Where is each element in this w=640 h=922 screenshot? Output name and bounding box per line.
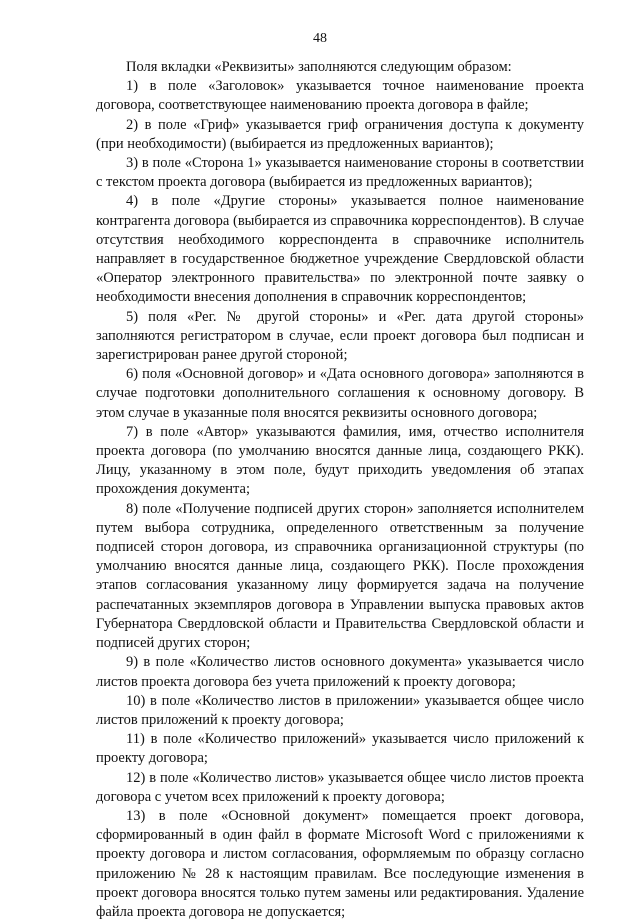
list-item-12: 12) в поле «Количество листов» указывается общее число листов проекта договора с учетом всех приложений к проекту договора; (96, 769, 584, 805)
list-item-10: 10) в поле «Количество листов в приложении» указывается общее число листов приложений к проекту договора; (96, 692, 584, 728)
list-item-4: 4) в поле «Другие стороны» указывается полное наименование контрагента договора (выбирается из справочника корреспондентов). В случае отсутствия необходимого корреспондента в справочнике исполнитель направляет в государственное бюджетное учреждение Свердловской области «Оператор электронного правительства» по электронной почте заявку о необходимости внесения дополнения в справочник корреспондентов; (96, 193, 584, 306)
list-item-7: 7) в поле «Автор» указываются фамилия, имя, отчество исполнителя проекта договора (по умолчанию вносятся данные лица, создающего РКК). Лицу, указанному в этом поле, будут приходить уведомления об этапах прохождения документа; (96, 423, 584, 498)
list-item-9: 9) в поле «Количество листов основного документа» указывается число листов проекта договора без учета приложений к проекту договора; (96, 654, 584, 690)
list-item-3: 3) в поле «Сторона 1» указывается наименование стороны в соответствии с текстом проекта договора (выбирается из предложенных вариантов); (96, 155, 584, 191)
list-item-1: 1) в поле «Заголовок» указывается точное наименование проекта договора, соответствующее наименованию проекта договора в файле; (96, 78, 584, 114)
page-number: 48 (313, 31, 327, 46)
list-item-6: 6) поля «Основной договор» и «Дата основного договора» заполняются в случае подготовки дополнительного соглашения к основному договору. В этом случае в указанные поля вносятся реквизиты основного договора; (96, 366, 584, 421)
list-item-5: 5) поля «Рег. № другой стороны» и «Рег. дата другой стороны» заполняются регистратором в случае, если проект договора был подписан и зарегистрирован ранее другой стороной; (96, 308, 584, 364)
list-item-8: 8) поле «Получение подписей других сторон» заполняется исполнителем путем выбора сотрудника, определенного ответственным за получение подписей сторон договора, из справочника организационной структуры (по умолчанию вносятся данные лица, создающего РКК). После прохождения этапов согласования указанному лицу формируется задача на получение распечатанных экземпляров договора в Управлении выпуска правовых актов Губернатора Свердловской области и Правительства Свердловской области и подписей других сторон; (96, 500, 584, 652)
list-item-2: 2) в поле «Гриф» указывается гриф ограничения доступа к документу (при необходимости) (выбирается из предложенных вариантов); (96, 116, 584, 152)
list-item-13: 13) в поле «Основной документ» помещается проект договора, сформированный в один файл в формате Microsoft Word с приложениями к проекту договора и листом согласования, оформляемым по образцу согласно приложению № 28 к настоящим правилам. Все последующие изменения в проект договора вносятся только путем замены или редактирования. Удаление файла проекта договора не допускается; (96, 807, 584, 920)
intro-paragraph: Поля вкладки «Реквизиты» заполняются следующим образом: (126, 59, 512, 75)
list-item-11: 11) в поле «Количество приложений» указывается число приложений к проекту договора; (96, 731, 584, 767)
document-body (96, 58, 584, 922)
